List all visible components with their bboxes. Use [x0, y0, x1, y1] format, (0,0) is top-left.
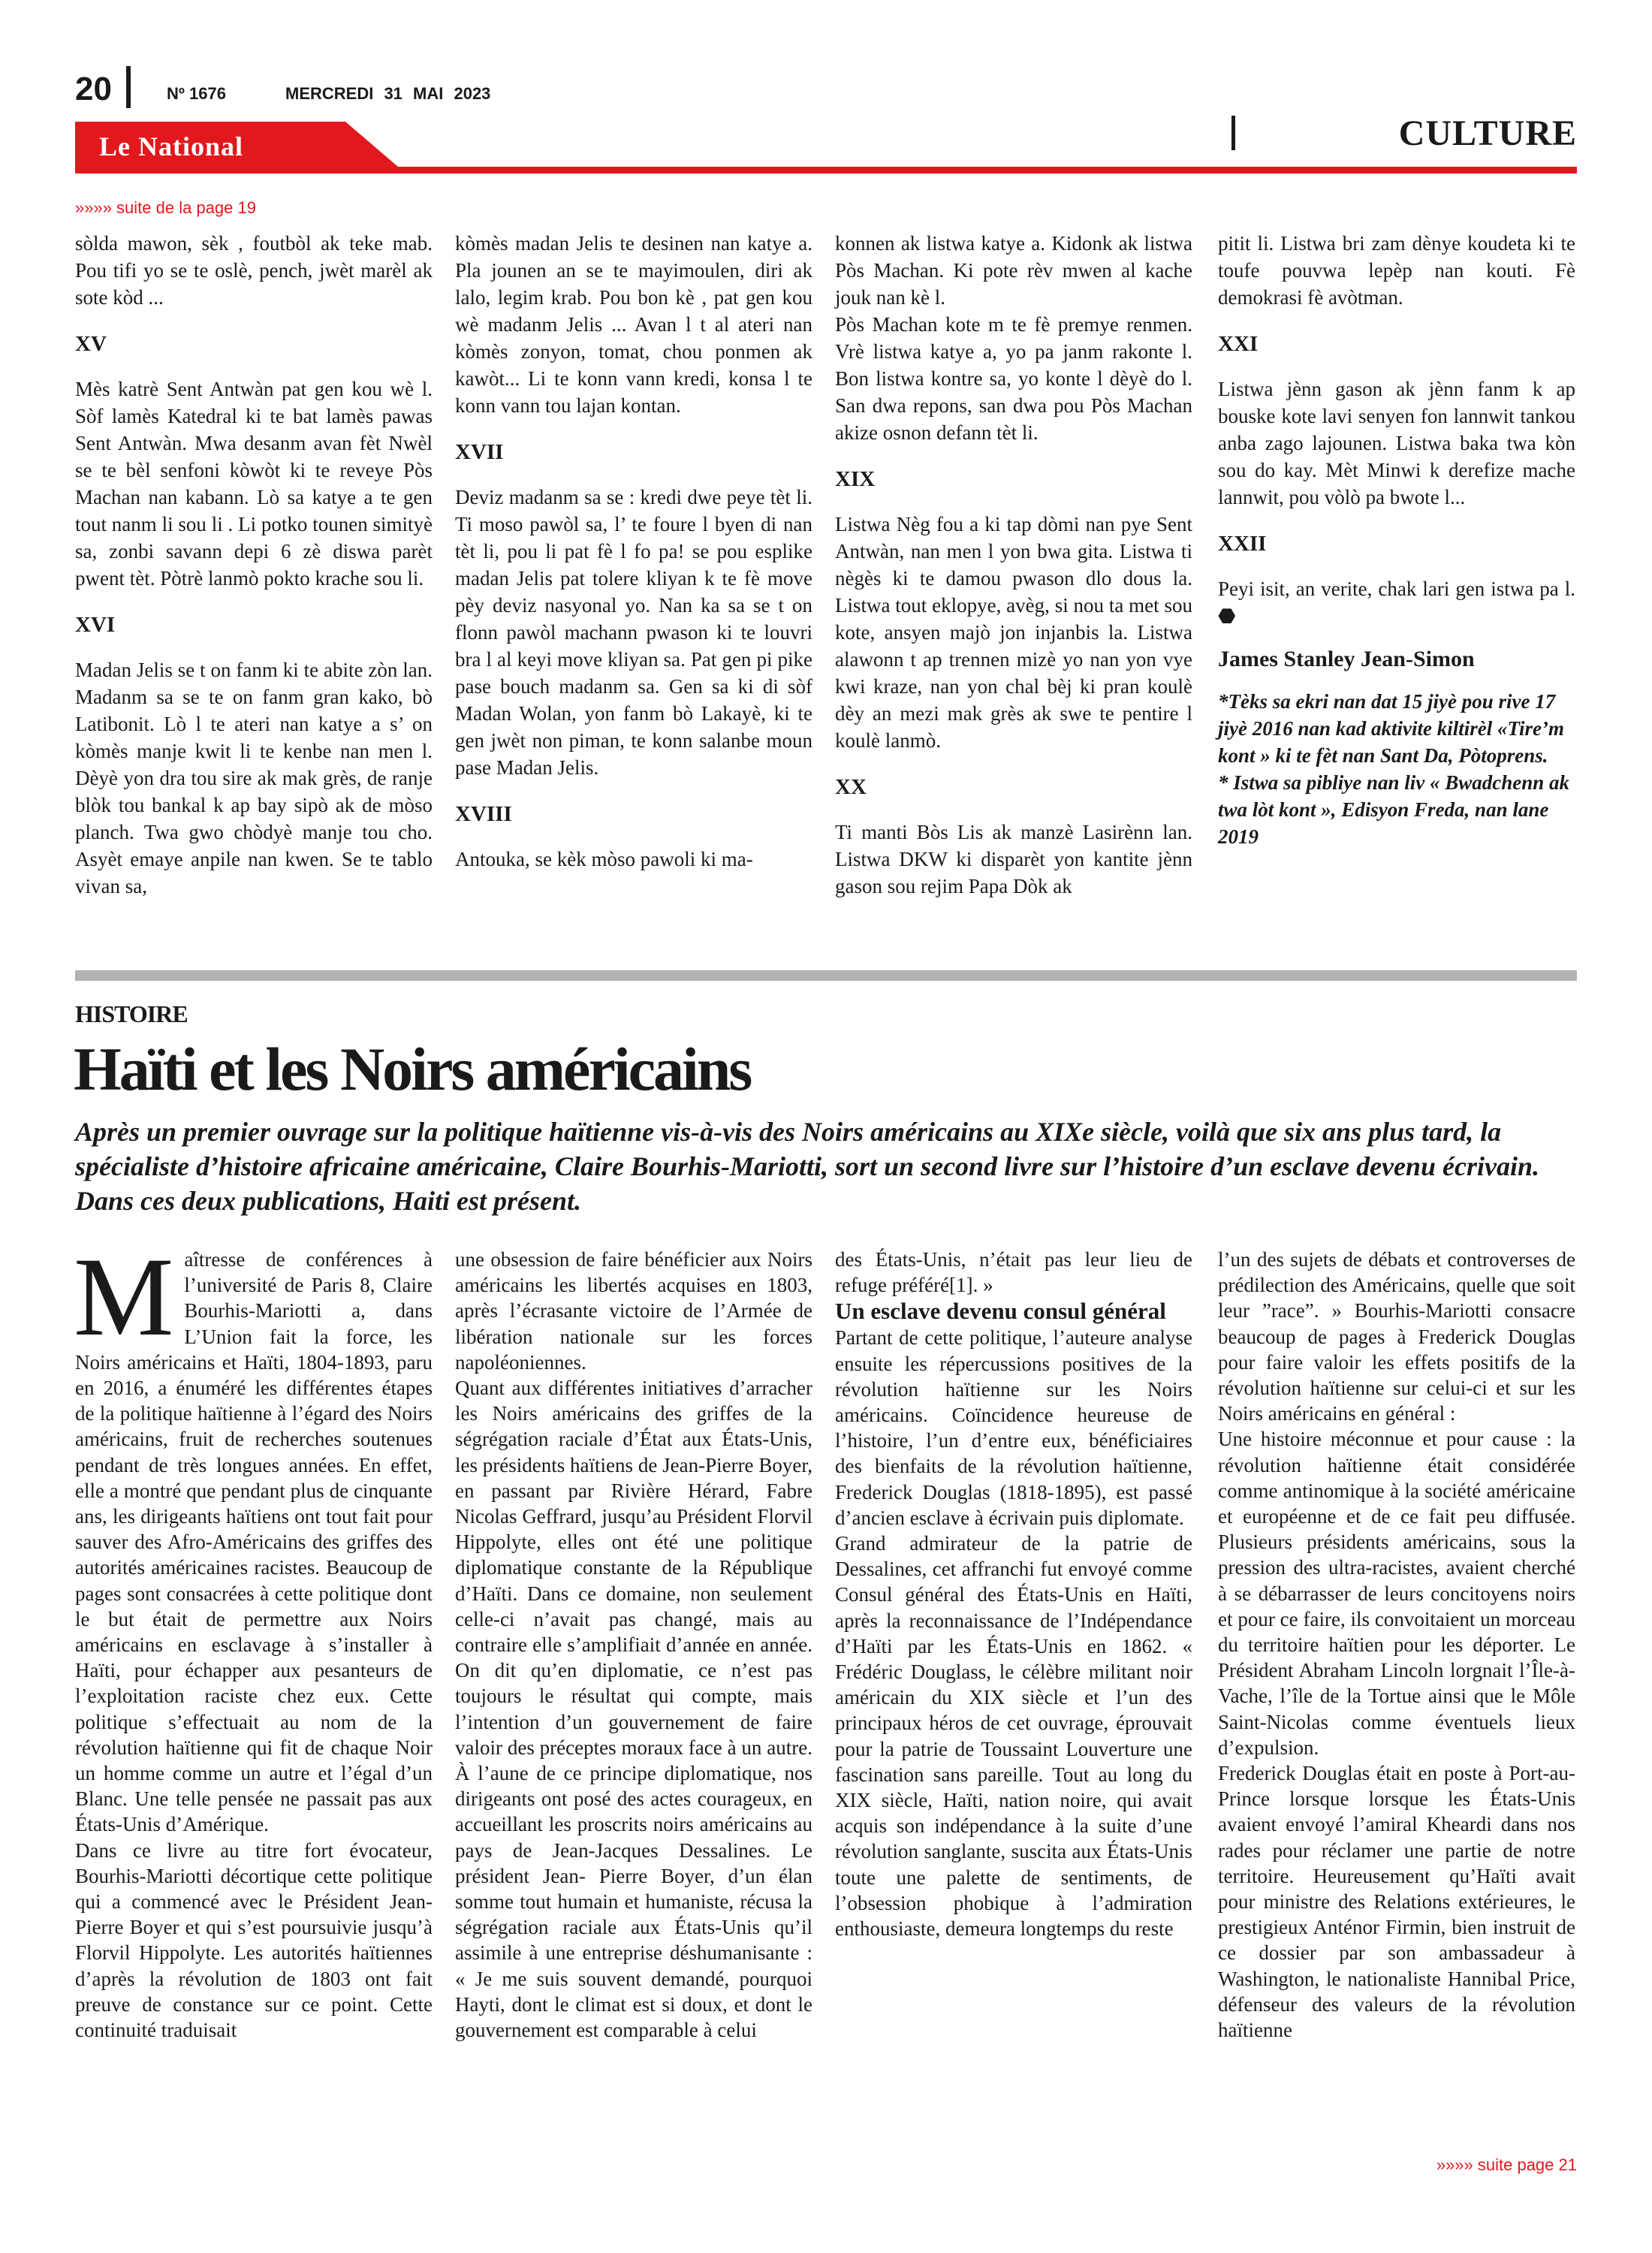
chapter-heading: XVIII [455, 802, 512, 826]
story-column-2 [455, 230, 812, 873]
chapter-heading: XIX [835, 467, 876, 491]
article-paragraph: Une histoire méconnue et pour cause : la révolution haïtienne était considérée comme antinomique à la société américaine et européenne et de ce fait peu diffusée. Plusieurs présidents américains, sous la pression des ultra-racistes, avaient cherché à se débarrasser de leurs concitoyens noirs et pour ce faire, ils convoitaient un morceau du territoire haïtien pour les déporter. Le Président Abraham Lincoln lorgnait l’Île-à-Vache, l’île de la Tortue ainsi que le Môle Saint-Nicolas comme éventuels lieux d’expulsion. [1218, 1428, 1575, 1759]
article-paragraph: des États-Unis, n’était pas leur lieu de refuge préféré[1]. » [835, 1248, 1192, 1297]
story-paragraph: Listwa Nèg fou a ki tap dòmi nan pye Sent Antwàn, nan men l yon bwa gita. Listwa ti nègès ki te damou pwason dlo dous la. Listwa tout eklopye, avèg, si nou ta met sou kote, ansyen majò jon injanbis la. Listwa alawonn t ap trennen mizè yo nan yon vye kwi kraze, nan yon chal bèj ki pran koulè dèy an mezi mak grès ak swe te pentire l koulè lanmò. [835, 513, 1192, 752]
story-paragraph: kòmès madan Jelis te desinen nan katye a. Pla jounen an se te mayimoulen, diri ak lalo, legim krab. Pou bon kè , pat gen kou wè madanm Jelis ... Avan l t al ateri nan kòmès zonyon, tomat, chou ponmen ak kawòt... Li te konn vann kredi, konsa l te konn vann tou lajan kontan. [455, 232, 812, 417]
story-column-4 [1218, 230, 1575, 850]
chapter-heading: XV [75, 332, 107, 356]
section-separator [75, 970, 1577, 981]
story-paragraph: Pòs Machan kote m te fè premye renmen. Vrè listwa katye a, yo pa janm rakonte l. Bon listwa kontre sa, yo konte l dèyè do l. San dwa repons, san dwa pou Pòs Machan akize osnon defann tèt li. [835, 313, 1192, 444]
article-subheading: Un esclave devenu consul général [835, 1298, 1166, 1325]
article-paragraph: Grand admirateur de la patrie de Dessalines, cet affranchi fut envoyé comme Consul général des États-Unis en Haïti, après la reconnaissance de l’Indépendance d’Haïti par les États-Unis en 1862. « Frédéric Douglass, le célèbre militant noir américain du XIX siècle et l’un des principaux héros de cet ouvrage, éprouvait pour la patrie de Toussaint Louverture une fascination sans pareille. Tout au long du XIX siècle, Haïti, nation noire, qui avait acquis son indépendance à la suite d’une révolution sanglante, suscita aux États-Unis toute une palette de sentiments, de l’obsession phobique à l’admiration enthousiaste, demeura longtemps du reste [835, 1532, 1192, 1941]
story-paragraph: Antouka, se kèk mòso pawoli ki ma- [455, 848, 753, 870]
article-paragraph: Partant de cette politique, l’auteure analyse ensuite les répercussions positives de la révolution haïtienne sur les Noirs américains. Coïncidence heureuse de l’histoire, l’un d’entre eux, bénéficiaires des bienfaits de la révolution haïtienne, Frederick Douglas (1818-1895), est passé d’ancien esclave à écrivain puis diplomate. [835, 1326, 1192, 1529]
story-paragraph: Listwa jènn gason ak jènn fanm k ap bouske kote lavi senyen fon lannwit tankou anba zago lajounen. Listwa baka twa kòn sou do kay. Mèt Minwi k derefize mache lannwit, pou vòlò pa bwote l... [1218, 378, 1575, 508]
drop-cap: M [74, 1235, 174, 1359]
story-paragraph: sòlda mawon, sèk , foutbòl ak teke mab. Pou tifi yo se te oslè, pench, jwèt marèl ak sote kòd ... [75, 232, 433, 309]
article-column-3 [835, 1247, 1192, 1941]
chapter-heading: XX [835, 775, 867, 799]
story-paragraph: Mès katrè Sent Antwàn pat gen kou wè l. Sòf lamès Katedral ki te bat lamès pawas Sent Antwàn. Mwa desanm avan fèt Nwèl se te bèl senfoni kòwòt ki te reveye Pòs Machan nan kabann. Lò sa katye a te gen tout nanm li sou li . Li potko tounen simityè sa, zonbi savann depi 6 zè diswa parèt pwent tèt. Pòtrè lanmò pokto krache sou li. [75, 378, 433, 590]
footnote: * Istwa sa pibliye nan liv « Bwadchenn ak twa lòt kont », Edisyon Freda, nan lane 2019 [1218, 771, 1570, 848]
continued-on-link[interactable]: »»»» suite page 21 [1436, 2155, 1577, 2174]
story-column-1 [75, 230, 433, 900]
section-divider [1231, 116, 1235, 150]
article-paragraph: Frederick Douglas était en poste à Port-au-Prince lorsque lorsque les États-Unis avaient envoyé l’amiral Kheardi dans nos rades pour réclamer une partie de notre territoire. Heureusement qu’Haïti avait pour ministre des Relations extérieures, le prestigieux Anténor Firmin, bien instruit de ce dossier par son ambassadeur à Washington, le nationaliste Hannibal Price, défenseur des valeurs de la révolution haïtienne [1218, 1762, 1575, 2042]
story-ending [1218, 575, 1575, 629]
article-paragraph [74, 1235, 433, 1838]
story-column-3 [835, 230, 1192, 900]
article-paragraph: Quant aux différentes initiatives d’arracher les Noirs américains des griffes de la ségrégation raciale d’État aux États-Unis, les présidents haïtiens de Jean-Pierre Boyer, en passant par Rivière Hérard, Fabre Nicolas Geffrard, jusqu’au Président Florvil Hippolyte, elles ont été une politique diplomatique constante de la République d’Haïti. Dans ce domaine, non seulement celle-ci n’avait pas changé, mais au contraire elle s’amplifiait d’année en année. On dit qu’en diplomatie, ce n’est pas toujours le résultat qui compte, mais l’intention d’un gouvernement de faire valoir des préceptes moraux face à un autre. À l’aune de ce principe diplomatique, nos dirigeants ont posé des actes courageux, en accueillant les proscrits noirs américains au pays de Jean-Jacques Dessalines. Le président Jean- Pierre Boyer, d’un élan somme tout humain et humaniste, récusa la ségrégation raciale aux États-Unis qu’il assimile à une entreprise déshumanisante : « Je me suis souvent demandé, pourquoi Hayti, dont le climat est si doux, et dont le gouvernement est comparable à celui [455, 1377, 812, 2042]
article-column-4 [1218, 1247, 1575, 2043]
article-paragraph: l’un des sujets de débats et controverses de prédilection des Américains, quelle que soit leur ”race”. » Bourhis-Mariotti consacre beaucoup de pages à Frederick Douglas pour faire valoir les effets positifs de la révolution haïtienne sur celui-ci et sur les Noirs américains en général : [1218, 1248, 1575, 1425]
story-paragraph: Madan Jelis se t on fanm ki te abite zòn lan. Madanm sa se te on fanm gran kako, bò Latibonit. Lò l te ateri nan katye a s’ on kòmès manje kwit li te kenbe nan men l. Dèyè yon dra tou sire ak mak grès, de ranje blòk tou bankal k ap bay sipò ak de mòso planch. Twa gwo chòdyè manje tou cho. Asyèt emaye anpile nan kwen. Se te tablo vivan sa, [75, 659, 433, 897]
continued-from-link[interactable]: »»»» suite de la page 19 [75, 198, 256, 217]
chapter-heading: XVII [455, 440, 504, 464]
issue-date: MERCREDI 31 MAI 2023 [285, 84, 491, 103]
section-title: CULTURE [1398, 113, 1577, 153]
end-mark-icon: ⬣ [1218, 605, 1236, 627]
story-paragraph: konnen ak listwa katye a. Kidonk ak listwa Pòs Machan. Ki pote rèv mwen al kache jouk nan kè l. [835, 232, 1192, 309]
article-paragraph-text: aîtresse de conférences à l’université de Paris 8, Claire Bourhis-Mariotti a, dans L’Union fait la force, les Noirs américains et Haïti, 1804-1893, paru en 2016, a énuméré les différentes étapes de la politique haïtienne à l’égard des Noirs américains, fruit de recherches soutenues pendant de très longues années. En effet, elle a montré que pendant plus de cinquante ans, les dirigeants haïtiens ont tout fait pour sauver des Afro-Américains des griffes des autorités américaines racistes. Beaucoup de pages sont consacrées à cette politique dont le but était de permettre aux Noirs américains en esclavage à s’installer à Haïti, pour échapper aux pesanteurs de l’exploitation raciste chez eux. Cette politique s’effectuait au nom de la révolution haïtienne qui fit de chaque Noir un homme comme un autre et l’égal d’un Blanc. Une telle pensée ne passait pas aux États-Unis d’Amérique. [75, 1248, 433, 1836]
story-paragraph: Deviz madanm sa se : kredi dwe peye tèt li. Ti moso pawòl sa, l’ te foure l byen di nan tèt li, pou li pat fè l fo pa! se pou esplike madan Jelis pat tolere kliyan k te fè move pèy deviz nasyonal yo. Nan ka sa se t on flonn pawòl machann pwason ki te louvri bra l al keyi move kliyan sa. Pat gen pi pike pase bouch madanm sa. Gen sa ki di sòf Madan Wolan, yon fanm bò Lakayè, ki te gen jwèt non piman, te konn salanbe moun pase Madan Jelis. [455, 486, 812, 779]
article-paragraph: une obsession de faire bénéficier aux Noirs américains les libertés acquises en 1803, après l’écrasante victoire de l’Armée de libération nationale sur les forces napoléoniennes. [455, 1248, 812, 1374]
story-paragraph: Ti manti Bòs Lis ak manzè Lasirènn lan. Listwa DKW ki disparèt yon kantite jènn gason sou rejim Papa Dòk ak [835, 821, 1192, 897]
header-rule [75, 167, 1577, 173]
story-paragraph: Peyi isit, an verite, chak lari gen istwa pa l. [1218, 578, 1575, 600]
chapter-heading: XXII [1218, 532, 1267, 556]
article-kicker: HISTOIRE [75, 1000, 188, 1027]
article-column-1 [74, 1235, 433, 2043]
newspaper-logo: Le National [99, 131, 244, 161]
page-number: 20 [75, 71, 112, 107]
page-number-divider [126, 66, 131, 108]
article-headline: Haïti et les Noirs américains [74, 1035, 751, 1103]
chapter-heading: XVI [75, 613, 116, 637]
story-paragraph: pitit li. Listwa bri zam dènye koudeta ki te toufe pouvwa lepèp nan kouti. Fè demokrasi fè avòtman. [1218, 232, 1575, 309]
article-standfirst: Après un premier ouvrage sur la politique haïtienne vis-à-vis des Noirs américains au XIXe siècle, voilà que six ans plus tard, la spécialiste d’histoire africaine américaine, Claire Bourhis-Mariotti, sort un second livre sur l’histoire d’un esclave devenu écrivain. Dans ces deux publications, Haiti est présent. [75, 1117, 1540, 1216]
chapter-heading: XXI [1218, 332, 1259, 356]
author-name: James Stanley Jean-Simon [1218, 647, 1475, 671]
article-column-2 [455, 1247, 812, 2043]
footnote: *Tèks sa ekri nan dat 15 jiyè pou rive 17 jiyè 2016 nan kad aktivite kiltirèl «Tire’m kont » ki te fèt nan Sant Da, Pòtoprens. [1218, 690, 1564, 767]
issue-number: Nº 1676 [167, 84, 226, 103]
article-paragraph: Dans ce livre au titre fort évocateur, Bourhis-Mariotti décortique cette politique qui a commencé avec le Président Jean-Pierre Boyer et qui s’est poursuivie jusqu’à Florvil Hippolyte. Les autorités haïtiennes d’après la révolution de 1803 ont fait preuve de constance sur ce point. Cette continuité traduisait [75, 1838, 433, 2042]
